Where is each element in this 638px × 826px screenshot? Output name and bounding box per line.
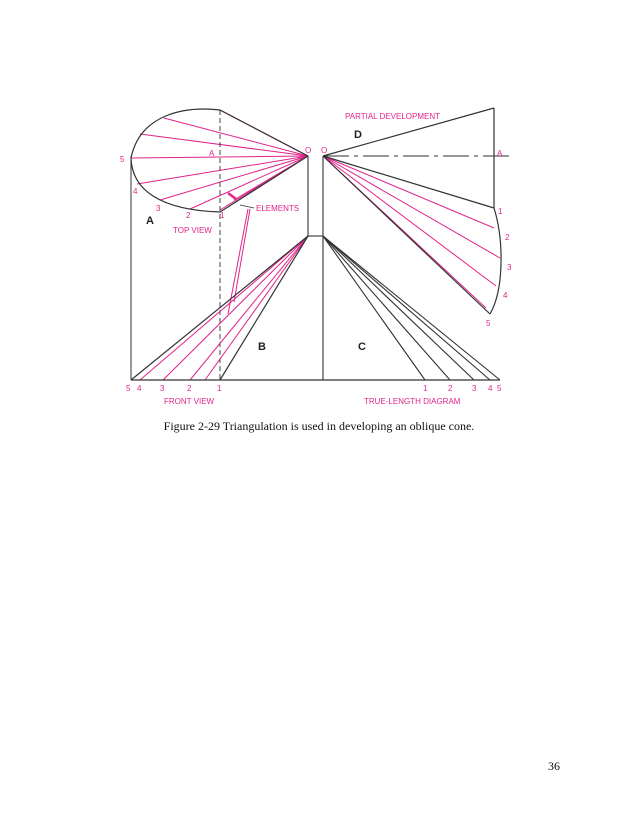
- apex-o-left-label: O: [305, 146, 312, 155]
- front-point-4-label: 4: [137, 384, 142, 393]
- point-2-top-label: 2: [186, 211, 191, 220]
- apex-connector: [308, 156, 323, 380]
- dev-point-2-label: 2: [505, 233, 510, 242]
- apex-o-right-label: O: [321, 146, 328, 155]
- dev-point-4-label: 4: [503, 291, 508, 300]
- point-3-top-label: 3: [156, 204, 161, 213]
- front-point-3-label: 3: [160, 384, 165, 393]
- true-length-point-4-label: 4: [488, 384, 493, 393]
- front-point-5-label: 5: [126, 384, 131, 393]
- page-number: 36: [548, 759, 560, 773]
- true-length-point-3-label: 3: [472, 384, 477, 393]
- view-c-label: C: [358, 341, 366, 353]
- front-point-2-label: 2: [187, 384, 192, 393]
- view-d-label: D: [354, 129, 362, 141]
- elements-label: ELEMENTS: [256, 204, 300, 213]
- true-length-point-1-label: 1: [423, 384, 428, 393]
- true-length-diagram-label: TRUE-LENGTH DIAGRAM: [364, 397, 461, 406]
- point-4-top-label: 4: [133, 187, 138, 196]
- figure-caption: Figure 2-29 Triangulation is used in developing an oblique cone.: [163, 419, 475, 433]
- top-view-label: TOP VIEW: [173, 226, 212, 235]
- development-drawing: [323, 108, 510, 314]
- point-1-top-label: 1: [220, 211, 225, 220]
- dev-point-1-label: 1: [498, 207, 503, 216]
- dev-point-3-label: 3: [507, 263, 512, 272]
- front-point-1-label: 1: [217, 384, 222, 393]
- true-length-point-5-label: 5: [497, 384, 502, 393]
- view-a-label: A: [146, 215, 154, 227]
- front-view-label: FRONT VIEW: [164, 397, 215, 406]
- front-view-drawing: [131, 236, 500, 380]
- partial-development-label: PARTIAL DEVELOPMENT: [345, 112, 440, 121]
- point-5-top-label: 5: [120, 155, 125, 164]
- true-length-drawing: [323, 236, 500, 380]
- view-b-label: B: [258, 341, 266, 353]
- dev-point-5-label: 5: [486, 319, 491, 328]
- point-a-top-label: A: [209, 149, 215, 158]
- top-view-drawing: [131, 109, 308, 380]
- true-length-point-2-label: 2: [448, 384, 453, 393]
- point-a-right-label: A: [497, 149, 503, 158]
